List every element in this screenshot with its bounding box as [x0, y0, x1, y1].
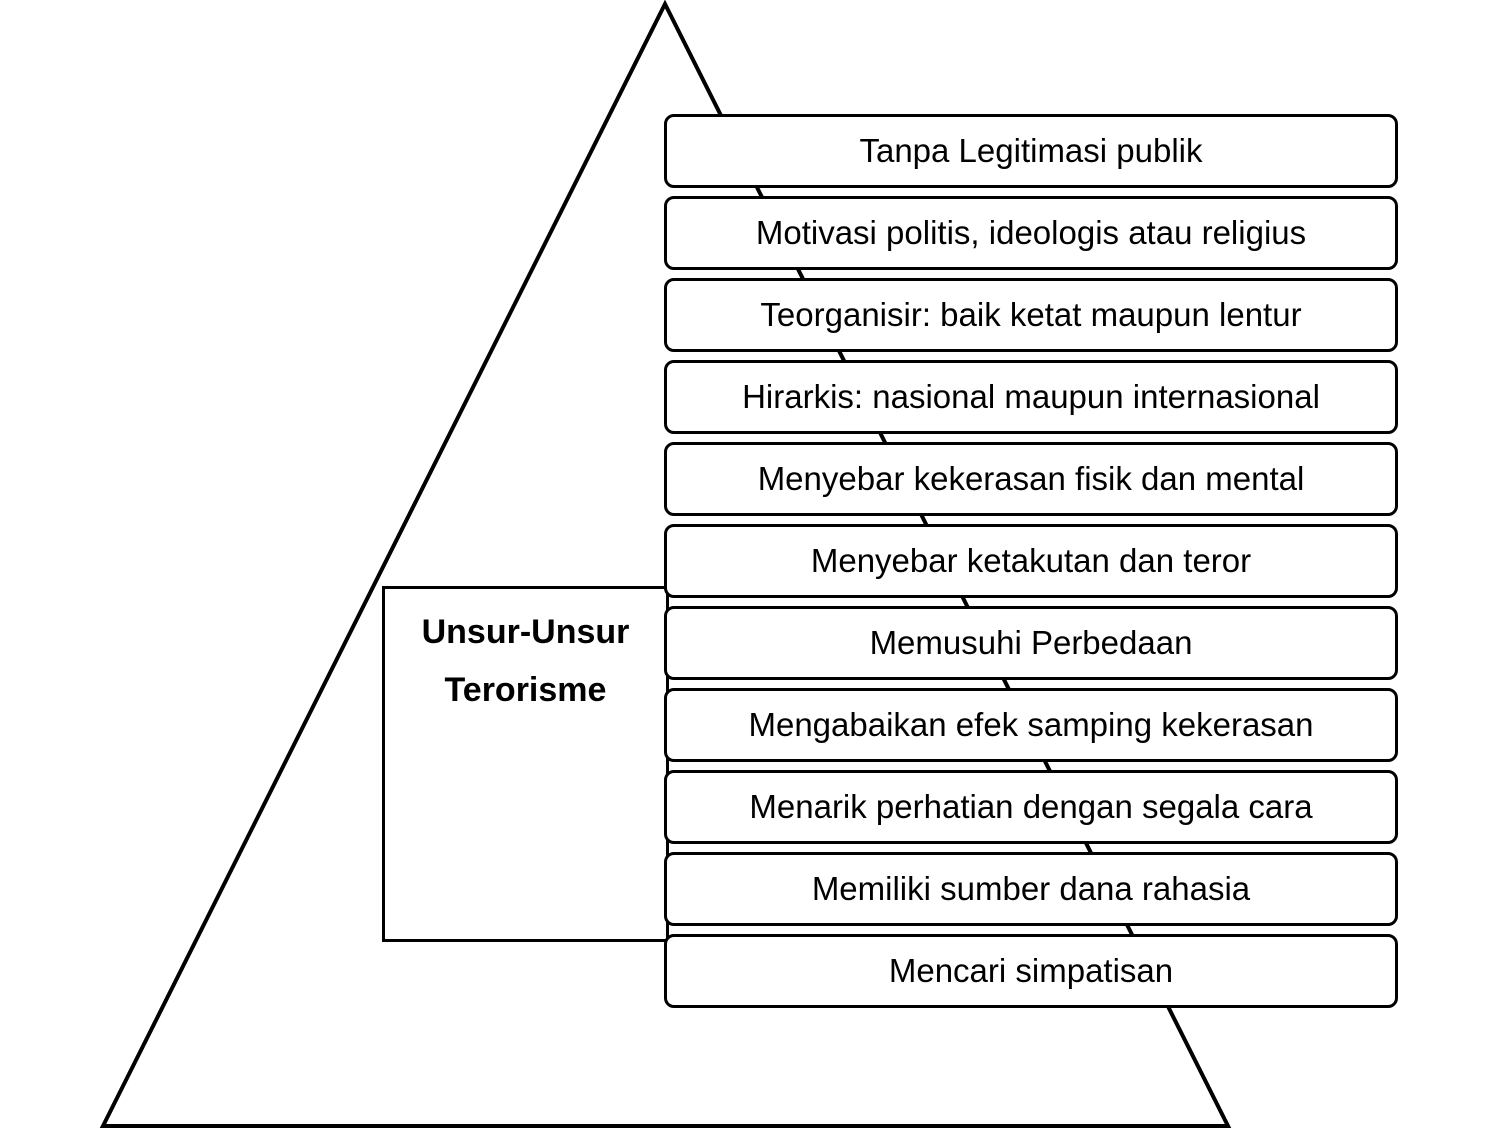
element-item: Memiliki sumber dana rahasia	[664, 852, 1398, 926]
element-item: Memusuhi Perbedaan	[664, 606, 1398, 680]
element-item: Hirarkis: nasional maupun internasional	[664, 360, 1398, 434]
diagram-title: Unsur-Unsur Terorisme	[421, 613, 630, 709]
element-item: Motivasi politis, ideologis atau religius	[664, 196, 1398, 270]
element-list	[664, 114, 1398, 1016]
element-item: Menarik perhatian dengan segala cara	[664, 770, 1398, 844]
element-item: Menyebar ketakutan dan teror	[664, 524, 1398, 598]
element-item: Teorganisir: baik ketat maupun lentur	[664, 278, 1398, 352]
element-item: Tanpa Legitimasi publik	[664, 114, 1398, 188]
title-box	[382, 586, 669, 942]
element-item: Mencari simpatisan	[664, 934, 1398, 1008]
element-item: Menyebar kekerasan fisik dan mental	[664, 442, 1398, 516]
element-item: Mengabaikan efek samping kekerasan	[664, 688, 1398, 762]
